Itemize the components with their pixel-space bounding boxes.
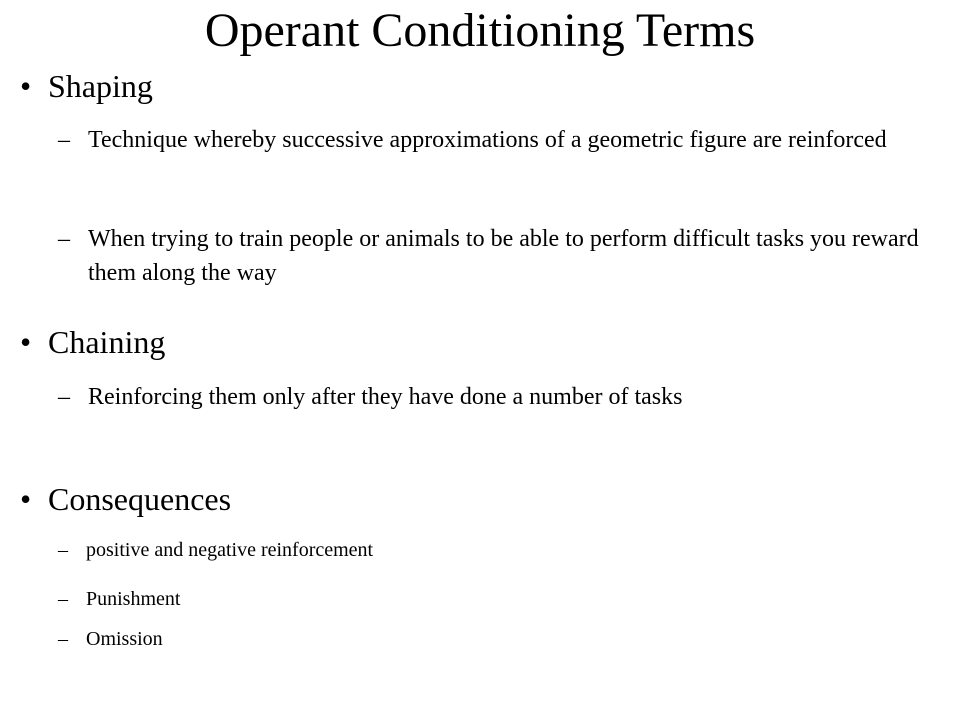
sub-item-text: positive and negative reinforcement	[86, 539, 374, 561]
sub-item-text: Omission	[86, 628, 163, 650]
sub-item-shaping-1	[58, 123, 938, 157]
dash-glyph: –	[58, 226, 70, 252]
bullet-chaining	[20, 322, 165, 362]
dash-glyph: –	[58, 539, 68, 561]
dash-glyph: –	[58, 628, 68, 650]
bullet-shaping	[20, 66, 153, 106]
bullet-consequences	[20, 479, 231, 519]
sub-item-consequences-3	[58, 626, 938, 652]
bullet-label: Consequences	[48, 481, 232, 517]
dash-glyph: –	[58, 588, 68, 610]
sub-item-consequences-1	[58, 537, 938, 563]
sub-item-consequences-2	[58, 586, 938, 612]
bullet-glyph: •	[20, 324, 32, 360]
sub-item-text: Reinforcing them only after they have done a number of tasks	[88, 384, 683, 410]
sub-item-text: Technique whereby successive approximations of a geometric figure are reinforced	[88, 127, 887, 153]
dash-glyph: –	[58, 384, 70, 410]
bullet-glyph: •	[20, 68, 32, 104]
sub-item-chaining-1	[58, 380, 938, 414]
sub-item-shaping-2	[58, 222, 938, 290]
bullet-label: Shaping	[48, 68, 153, 104]
dash-glyph: –	[58, 127, 70, 153]
slide-title: Operant Conditioning Terms	[204, 4, 756, 57]
sub-item-text: Punishment	[86, 588, 181, 610]
bullet-glyph: •	[20, 481, 32, 517]
bullet-label: Chaining	[48, 324, 166, 360]
sub-item-text: When trying to train people or animals to be able to perform difficult tasks you reward them along the way	[88, 226, 919, 286]
